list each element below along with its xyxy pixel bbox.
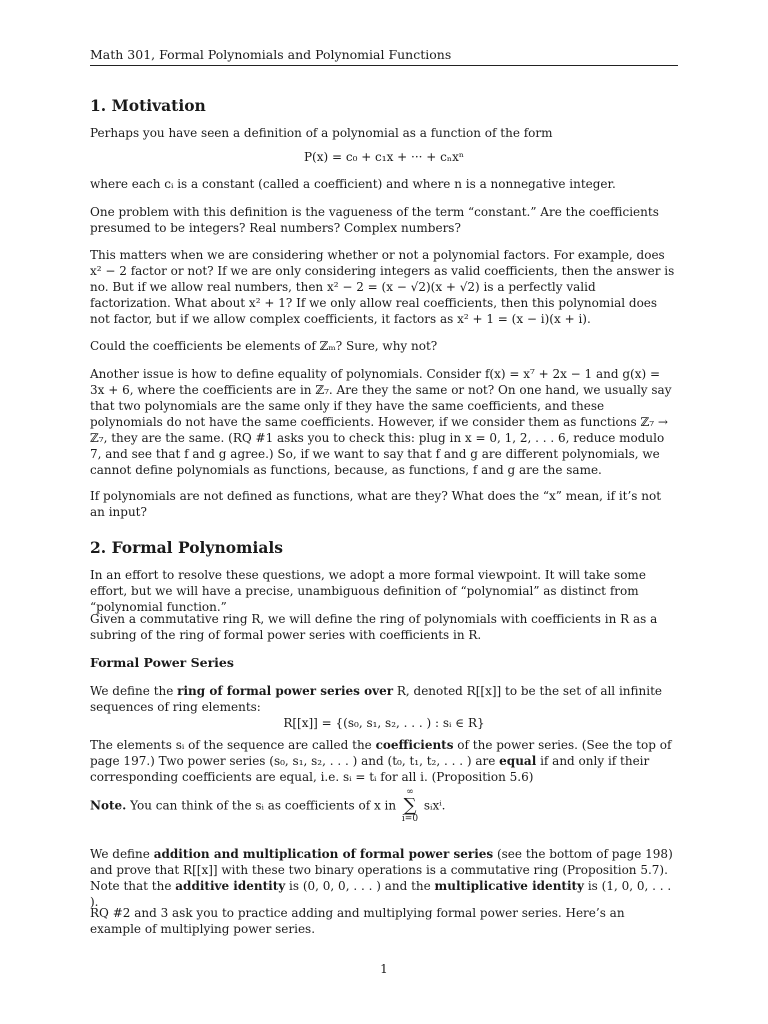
paragraph: RQ #2 and 3 ask you to practice adding and multiplying formal power series. Here’s an example of multiplying power series. — [90, 906, 625, 936]
term-bold: coefficients — [375, 738, 454, 752]
page-number: 1 — [380, 962, 388, 976]
text-run: if and only if their corresponding coefficients are equal, i.e. sᵢ = tᵢ for all i. (Proposition 5.6) — [90, 754, 650, 784]
text-run: is (1, 0, 0, . . . ). — [90, 879, 672, 909]
paragraph: In an effort to resolve these questions, we adopt a more formal viewpoint. It will take some effort, but we will have a precise, unambiguous definition of “polynomial” as distinct from “polynomial function.” — [90, 568, 646, 614]
paragraph: Could the coefficients be elements of ℤₘ? Sure, why not? — [90, 339, 438, 353]
section-2-heading: 2. Formal Polynomials — [90, 538, 283, 557]
text-run: sᵢxⁱ. — [420, 798, 446, 813]
summation-symbol — [402, 788, 418, 824]
paragraph — [90, 737, 678, 785]
text-run: The elements sᵢ of the sequence are called the — [90, 738, 376, 752]
text-run: of the power series. (See the top of page 197.) Two power series (s₀, s₁, s₂, . . . ) and (t₀, t₁, t₂, . . . ) are — [90, 738, 672, 768]
text-run: You can think of the sᵢ as coefficients of x in — [126, 798, 400, 813]
note-paragraph — [90, 788, 678, 824]
text-run: We define the — [90, 684, 178, 698]
paragraph — [90, 683, 678, 715]
sum-lower-limit: i=0 — [401, 814, 419, 824]
term-bold: multiplicative identity — [434, 879, 585, 893]
text-run: R, denoted R[[x]] to be the set of all infinite sequences of ring elements: — [90, 684, 663, 714]
term-bold: equal — [499, 754, 537, 768]
section-1-heading: 1. Motivation — [90, 96, 206, 115]
text-run: (see the bottom of page 198) and prove that R[[x]] with these two binary operations is a commutative ring (Proposition 5.7). Note that the — [90, 847, 673, 893]
term-bold: additive identity — [175, 879, 286, 893]
running-header: Math 301, Formal Polynomials and Polynomial Functions — [90, 47, 678, 66]
equation-power-series: R[[x]] = {(s₀, s₁, s₂, . . . ) : sᵢ ∈ R} — [283, 716, 485, 730]
paragraph — [90, 846, 678, 910]
paragraph: One problem with this definition is the vagueness of the term “constant.” Are the coefficients presumed to be integers? Real numbers? Complex numbers? — [90, 205, 659, 235]
paragraph: Given a commutative ring R, we will define the ring of polynomials with coefficients in R as a subring of the ring of formal power series with coefficients in R. — [90, 612, 658, 642]
paragraph: This matters when we are considering whether or not a polynomial factors. For example, does x² − 2 factor or not? If we are only considering integers as valid coefficients, then the answer is no. But if we allow real numbers, then x² − 2 = (x − √2)(x + √2) is a perfectly valid factorization. What about x² + 1? If we only allow real coefficients, then this polynomial does not factor, but if we allow complex coefficients, it factors as x² + 1 = (x − i)(x + i). — [90, 248, 675, 326]
paragraph: Perhaps you have seen a definition of a polynomial as a function of the form — [90, 126, 553, 140]
text-run: is (0, 0, 0, . . . ) and the — [285, 879, 435, 893]
sum-upper-limit: ∞ — [406, 787, 414, 797]
subsection-heading: Formal Power Series — [90, 655, 234, 670]
text-run: We define — [90, 847, 154, 861]
paragraph: Another issue is how to define equality of polynomials. Consider f(x) = x⁷ + 2x − 1 and g(x) = 3x + 6, where the coefficients are in ℤ₇. Are they the same or not? On one hand, we usually say that two polynomials are the same only if they have the same coefficients, and these polynomials do not have the same coefficients. However, if we consider them as functions ℤ₇ → ℤ₇, they are the same. (RQ #1 asks you to check this: plug in x = 0, 1, 2, . . . 6, reduce modulo 7, and see that f and g agree.) So, if we want to say that f and g are different polynomials, we cannot define polynomials as functions, because, as functions, f and g are the same. — [90, 367, 672, 477]
note-label: Note. — [90, 798, 127, 813]
equation-polynomial: P(x) = c₀ + c₁x + ··· + cₙxⁿ — [303, 150, 465, 164]
paragraph: where each cᵢ is a constant (called a coefficient) and where n is a nonnegative integer. — [90, 177, 616, 191]
term-bold: addition and multiplication of formal power series — [153, 847, 494, 861]
term-bold: ring of formal power series over — [177, 684, 394, 698]
paragraph: If polynomials are not defined as functions, what are they? What does the “x” mean, if it’s not an input? — [90, 489, 662, 519]
sigma-glyph: ∑ — [403, 795, 417, 816]
